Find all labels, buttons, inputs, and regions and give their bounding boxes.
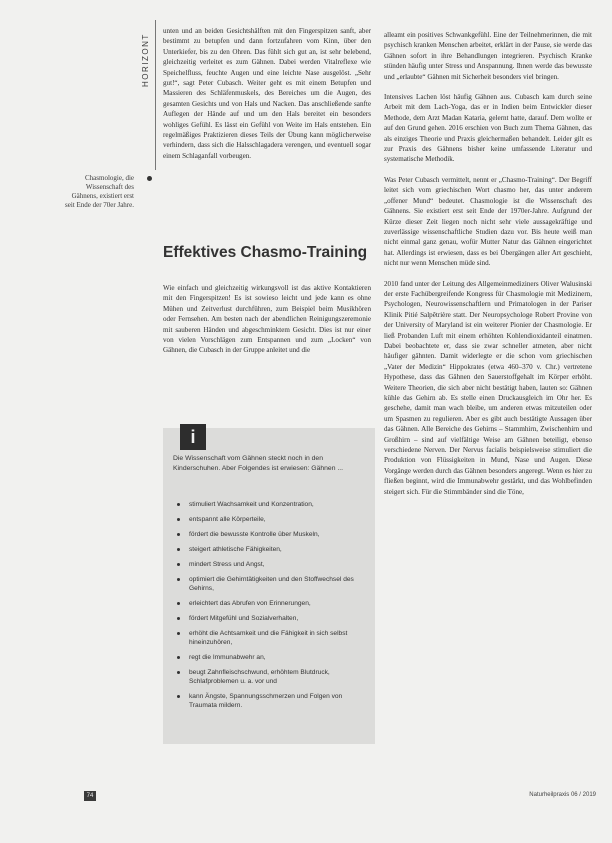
section-rule (155, 20, 156, 170)
list-item: optimiert die Gehirntätigkeiten und den Stoffwechsel des Gehirns, (173, 575, 369, 593)
list-item: steigert athletische Fähigkeiten, (173, 545, 369, 554)
info-intro: Die Wissenschaft vom Gähnen steckt noch in den Kinderschuhen. Aber Folgendes ist erwiesen: Gähnen ... (173, 455, 344, 472)
list-item: erleichtert das Abrufen von Erinnerungen, (173, 599, 369, 608)
paragraph: Was Peter Cubasch vermittelt, nennt er „Chasmo-Training“. Der Begriff leitet sich vom griechischen Wort chasmo her, das unter anderem „offener Mund“ bedeutet. Chasmologie ist die Wissenschaft des Gähnens. Sie existiert erst seit Ende der 1970er-Jahre. Aufgrund der Kürze dieser Zeit liegen noch nicht sehr viele aussagekräftige und zuverlässige wissenschaftliche Studien dazu vor. Bis heute weiß man nicht einmal ganz genau, wofür Mutter Natur das Gähnen eingerichtet hat. Allerdings ist erwiesen, dass es bei Übergängen aller Art geschieht, nicht nur wenn Menschen müde sind. (384, 175, 592, 268)
column-right (384, 30, 592, 507)
paragraph: Wie einfach und gleichzeitig wirkungsvoll ist das aktive Kontaktieren mit den Fingerspitzen! Es ist sowieso leicht und jede kann es ohne Mühen und Zeitverlust durchführen, zum Beispiel beim Musikhören oder Fernsehen. Am besten nach der abendlichen Reinigungszeremonie mit sauberen Händen und abgeschminktem Gesicht. Dies ist nur einer von vielen Vorschlägen zum Entspannen und zum „Locken“ von Gähnen, die Cubasch in der Gruppe anleitet und die (163, 284, 371, 355)
column-left-top (163, 26, 371, 171)
side-note: Chasmologie, die Wissenschaft des Gähnens, existiert erst seit Ende der 70er Jahre. (65, 174, 134, 209)
publication-footer: Naturheilpraxis 06 / 2019 (529, 792, 596, 798)
list-item: stimuliert Wachsamkeit und Konzentration, (173, 500, 369, 509)
paragraph: Intensives Lachen löst häufig Gähnen aus. Cubasch kam durch seine Arbeit mit dem Lach-Yoga, das er in Indien beim Entwickler dieser Methode, dem Arzt Madan Kataria, gelernt hatte, darauf. Dem wollte er auf den Grund gehen. 2016 erschien von Buch zum Thema Gähnen, das als einziges Theorie und Praxis gleichermaßen behandelt. Leider gilt es zur Praxis des Gähnens bisher keine umfassende Literatur und systematische Methodik. (384, 93, 592, 164)
section-label: HORIZONT (141, 33, 150, 87)
column-left-middle (163, 283, 371, 366)
side-note-bullet-icon (147, 176, 152, 181)
list-item: beugt Zahnfleischschwund, erhöhtem Blutdruck, Schlafproblemen u. a. vor und (173, 668, 369, 686)
list-item: fördert Mitgefühl und Sozialverhalten, (173, 614, 369, 623)
list-item: mindert Stress und Angst, (173, 560, 369, 569)
list-item: entspannt alle Körperteile, (173, 515, 369, 524)
list-item: fördert die bewusste Kontrolle über Muskeln, (173, 530, 369, 539)
list-item: erhöht die Achtsamkeit und die Fähigkeit in sich selbst hineinzuhören, (173, 629, 369, 647)
info-icon: i (180, 424, 206, 450)
page-number: 74 (84, 791, 96, 801)
paragraph: 2010 fand unter der Leitung des Allgemeinmediziners Oliver Walusinski der erste Fachübergreifende Kongress für Chasmologie mit Medizinern, Psychologen, Neurowissenschaftlern und Primatologen in der Pariser Klinik Pitié Salpêtrière statt. Der Neuropsychologe Robert Provine von der University of Maryland ist ein weiterer Pionier der Chasmologie. Er ließ Probanden Luft mit einem erhöhten Kohlendioxidanteil einatmen. Dabei beobachtete er, dass sie zwar schneller atmeten, aber nicht häufiger gähnten. Damit widerlegte er die schon vom griechischen „Vater der Medizin“ Hippokrates (etwa 460–370 v. Chr.) vertretene Hypothese, dass das Gähnen den Sauerstoffgehalt im Körper erhöht. Weitere Theorien, die sich aber nicht bestätigt haben, lauten so: Gähnen kühle das Gehirn ab. Es stelle einen Druckausgleich im Ohr her. Es geschehe, damit man wach bleibe, um anderen etwas mitzuteilen oder um Spasmen zu regulieren. Aber es gibt auch bestätigte Aussagen über das Gähnen. Alle Bereiche des Gehirns – Stammhirn, Zwischenhirn und Großhirn – sind auf vielfältige Weise am Gähnen beteiligt, ebenso verschiedene Nerven. Der Nervus facialis beispielsweise stimuliert die Produktion von Flüssigkeiten in Mund, Nase und Augen. Diese Vorgänge werden durch das Gähnen besonders angeregt. Wenn es hier zu fließen beginnt, wird die Immunabwehr gestärkt, und das Wohlbefinden steigert sich. Für die Stimmbänder sind die Töne, (384, 279, 592, 496)
paragraph: unten und an beiden Gesichtshälften mit den Fingerspitzen sanft, aber bestimmt zu betupfen und dann fortzufahren vom Kinn, über den Unterkiefer, bis zu den Ohren. Das fühlt sich gut an, ist sehr belebend, gleichzeitig verleitet es zum Gähnen. Dabei werden Vitalreflexe wie Speichelfluss, feuchte Augen und eine leichte Nase ausgelöst. „Sehr gut!“, sagt Peter Cubasch. Weiter geht es mit einem Betupfen und Massieren des Schläfenmuskels, des Bereiches um die Augen, des gesamten Gesichts und von Hals und Nacken. Das anschließende sanfte Auflegen der Hände auf und um den Hals bereitet ein besonders wohliges Gefühl. Es lässt ein Gefühl von Weite im Hals entstehen. Ein regelmäßiges Praktizieren dieses Teils der Übung kann möglicherweise verhindern, dass sich die Halsschlagadera verengen, und eventuell sogar einem Schlaganfall vorbeugen. (163, 27, 371, 160)
paragraph: alleamt ein positives Schwankgefühl. Eine der Teilnehmerinnen, die mit psychisch kranken Menschen arbeitet, erklärt in der Pause, sie werde das Gähnen sofort in ihre Behandlungen integrieren. Psychisch Kranke stünden häufig unter Stress und Anspannung. Ihnen werde das bewusste und „erlaubte“ Gähnen mit Sicherheit besonders viel bringen. (384, 31, 592, 81)
section-heading: Effektives Chasmo-Training (163, 244, 368, 261)
info-list (173, 500, 369, 716)
list-item: kann Ängste, Spannungsschmerzen und Folgen von Traumata mildern. (173, 692, 369, 710)
list-item: regt die Immunabwehr an, (173, 653, 369, 662)
